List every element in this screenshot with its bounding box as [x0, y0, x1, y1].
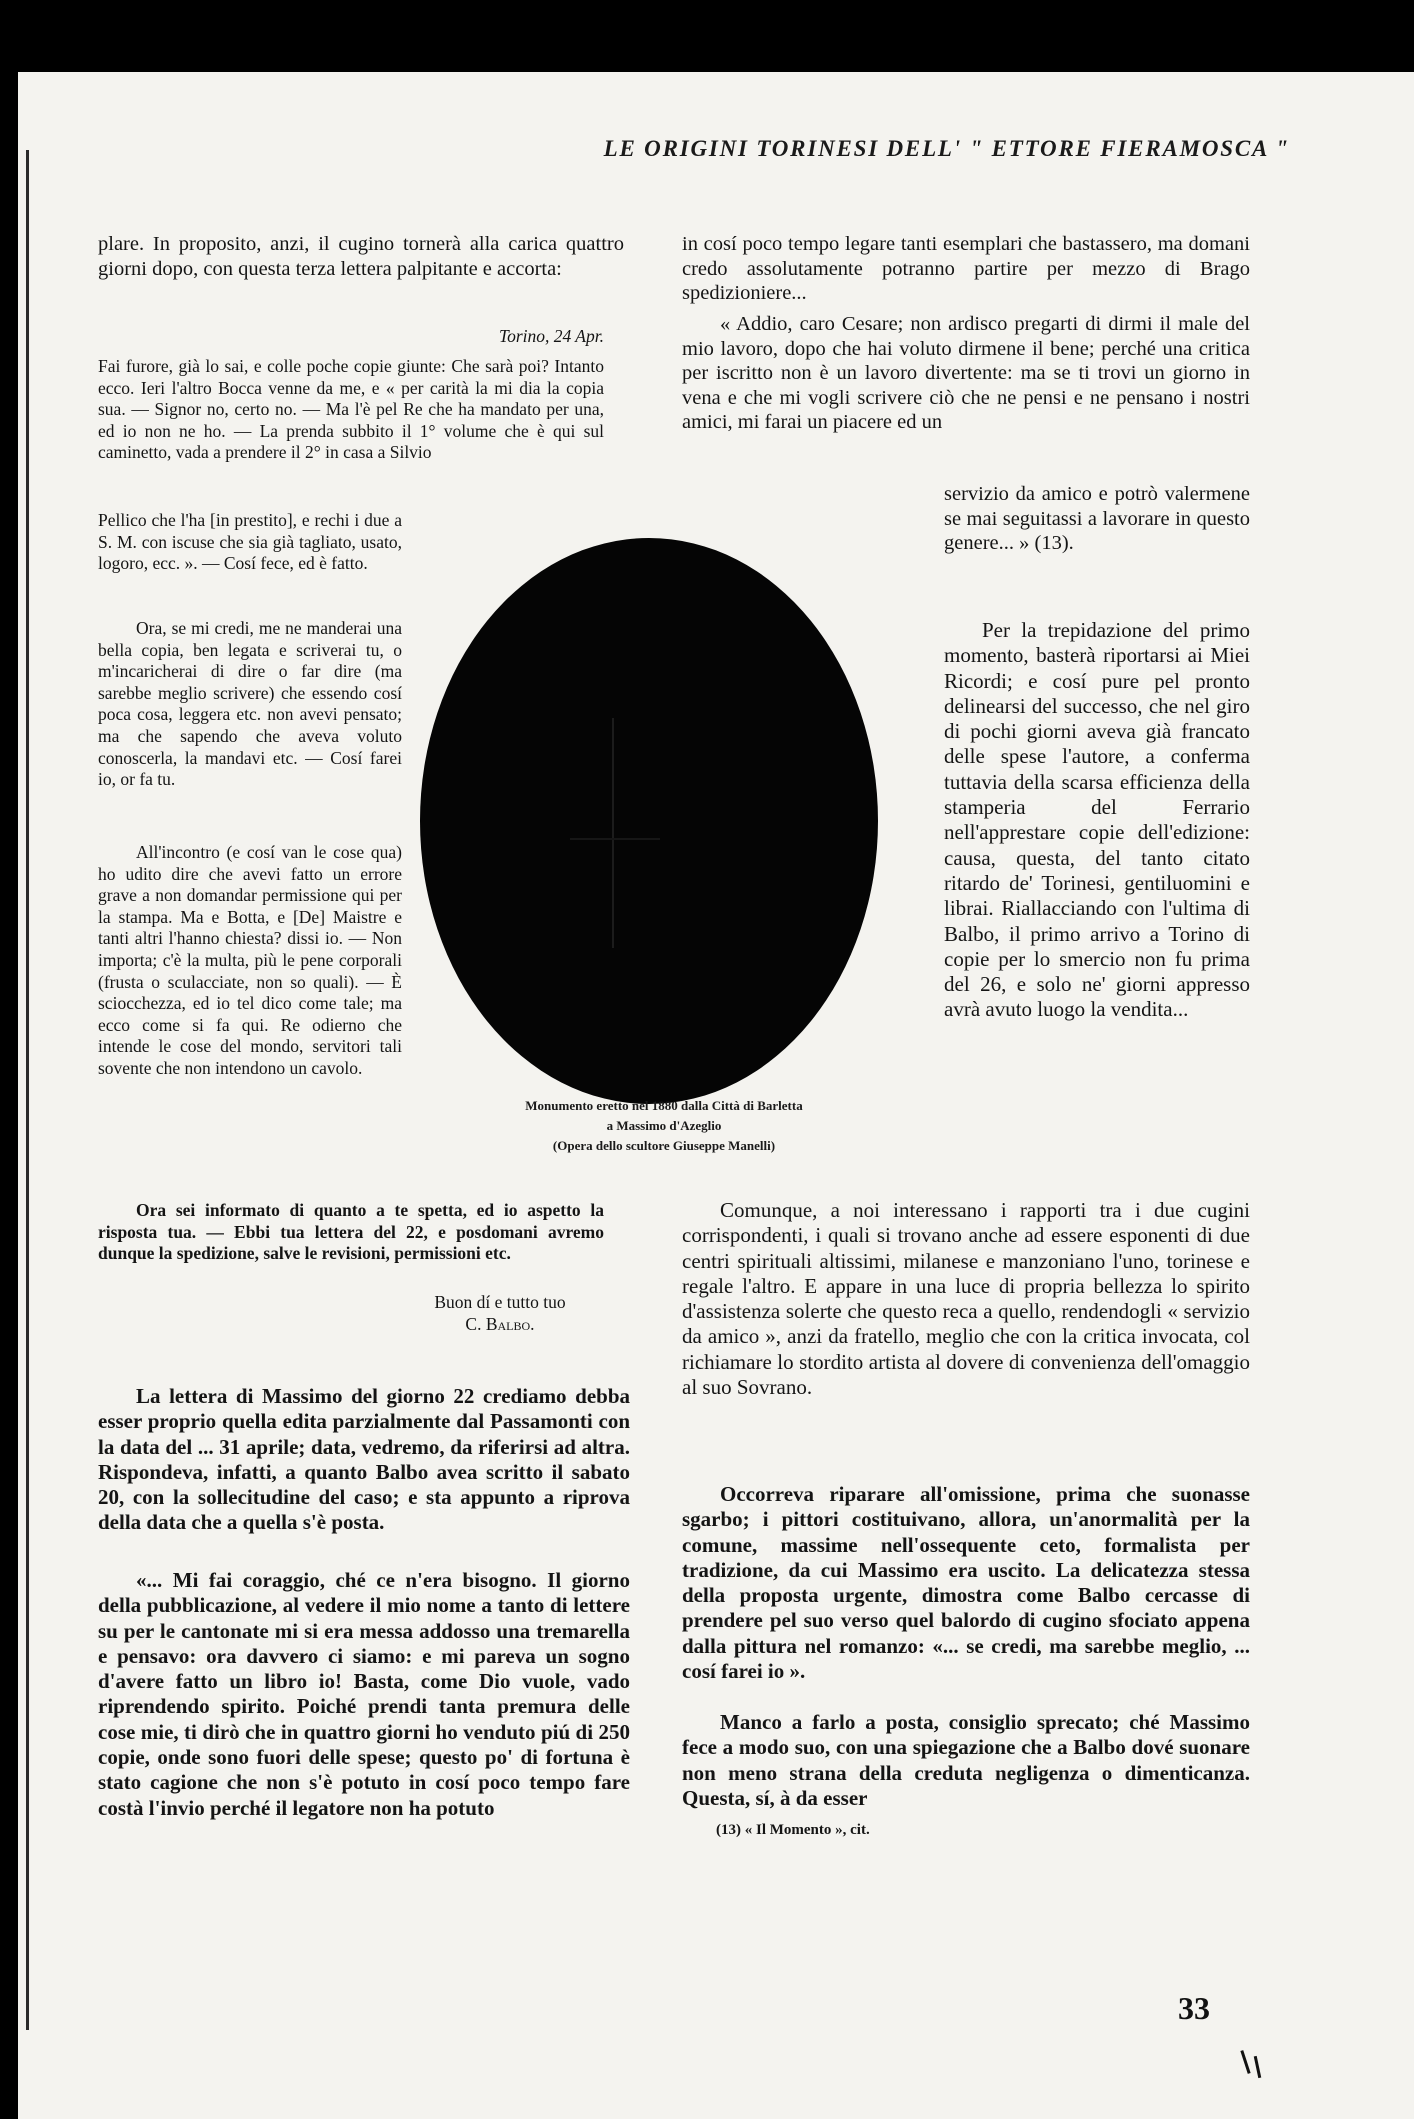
- right-paragraph-5: Occorreva riparare all'omissione, prima che suonasse sgarbo; i pittori costituivano, allora, un'anormalità per la comune, massime nell'ossequente ceto, formalista per tradizione, da cui Massimo era uscito. La delicatezza stessa della proposta urgente, dimostra come Balbo cercasse di prendere pel suo verso quel balordo di cugino sfociato appena dalla pittura nel romanzo: «... se credi, ma sarebbe meglio, ... cosí farei io ».: [682, 1482, 1250, 1684]
- binding-shadow: [26, 150, 29, 2030]
- letter-paragraph-3: All'incontro (e cosí van le cose qua) ho udito dire che avevi fatto un errore grave a non domandar permissione qui per la stampa. Ma e Botta, e [De] Maistre e tanti altri l'hanno chiesta? dissi io. — Non importa; c'è la multa, più le pene corporali (frusta o sculacciate, non so quali). — È sciocchezza, ed io tel dico come tale; ma ecco come si fa qui. Re odierno che intende le cose del mondo, servitori tali sovente che non intendono un cavolo.: [98, 842, 402, 1078]
- right-paragraph-3: Per la trepidazione del primo momento, basterà riportarsi ai Miei Ricordi; e cosí pure pel pronto delinearsi del successo, che nel giro di pochi giorni aveva già francato delle spese l'autore, a conferma tuttavia della scarsa efficienza della stamperia del Ferrario nell'apprestare copie dell'edizione: causa, questa, del tanto citato ritardo de' Torinesi, gentiluomini e librai. Riallacciando con l'ultima di Balbo, il primo arrivo a Torino di copie per lo smercio non fu prima del 26, e solo ne' giorni appresso avrà avuto luogo la vendita...: [944, 618, 1250, 1022]
- monument-crossbar: [570, 838, 660, 840]
- running-header: LE ORIGINI TORINESI DELL' " ETTORE FIERAMOSCA ": [603, 136, 1290, 161]
- figure-caption: [400, 1096, 928, 1156]
- intro-paragraph: plare. In proposito, anzi, il cugino tornerà alla carica quattro giorni dopo, con questa terza lettera palpitante e accorta:: [98, 233, 624, 280]
- body-paragraph-1: La lettera di Massimo del giorno 22 crediamo debba esser proprio quella edita parzialmente dal Passamonti con la data del ... 31 aprile; data, vedremo, da riferirsi ad altra. Rispondeva, infatti, a quanto Balbo avea scritto il sabato 20, con la sollecitudine del caso; e sta appunto a riprova della data che a quella s'è posta.: [98, 1384, 630, 1535]
- letter-signature: C. Balbo.: [465, 1314, 535, 1334]
- caption-line-3: (Opera dello scultore Giuseppe Manelli): [552, 1138, 776, 1153]
- letter-paragraph-1-continued: Pellico che l'ha [in prestito], e rechi i due a S. M. con iscuse che sia già tagliato, usato, logoro, ecc. ». — Cosí fece, ed è fatto.: [98, 510, 402, 574]
- body-paragraph-2: «... Mi fai coraggio, ché ce n'era bisogno. Il giorno della pubblicazione, al vedere il mio nome a tanto di lettere su per le cantonate mi si era messa addosso una tremarella e pensavo: ora davvero ci siamo: e mi pareva un sogno d'avere fatto un libro io! Basta, come Dio vuole, vado riprendendo spirito. Poiché prendi tanta premura delle cose mie, ti dirò che in quattro giorni ho venduto piú di 250 copie, onde sono fuori delle spese; questo po' di fortuna è stato cagione che non s'è potuto in cosí poco tempo fare costà l'invio perché il legatore non ha potuto: [98, 1568, 630, 1820]
- right-paragraph-2-continued: servizio da amico e potrò valermene se mai seguitassi a lavorare in questo genere... » (13).: [944, 483, 1250, 554]
- footnote-13: (13) « Il Momento », cit.: [716, 1822, 870, 1838]
- page-number: 33: [1178, 1990, 1210, 2026]
- letter-paragraph-2: Ora, se mi credi, me ne manderai una bella copia, ben legata e scriverai tu, o m'incaricherai di dire o far dire (ma sarebbe meglio scrivere) che essendo cosí poca cosa, leggera etc. non avevi pensato; ma che sapendo che aveva voluto conoscerla, la mandavi etc. — Cosí farei io, or fa tu.: [98, 618, 402, 790]
- right-paragraph-2: « Addio, caro Cesare; non ardisco pregarti di dirmi il male del mio lavoro, dopo che hai voluto dirmene il bene; perché una critica per iscritto non è un lavoro divertente: ma se ti trovi un giorno in vena e che mi vogli scrivere ciò che ne pensi e ne pensano i nostri amici, mi farai un piacere ed un: [682, 313, 1250, 433]
- dateline: Torino, 24 Apr.: [498, 326, 604, 346]
- caption-line-2: a Massimo d'Azeglio: [606, 1118, 722, 1133]
- right-paragraph-4: Comunque, a noi interessano i rapporti tra i due cugini corrispondenti, i quali si trovano anche ad essere esponenti di due centri spirituali altissimi, milanese e manzoniano l'uno, torinese e regale l'altro. E appare in una luce di propria bellezza lo spirito d'assistenza solerte che questo reca a quello, rendendogli « servizio da amico », anzi da fratello, meglio che con la critica invocata, col richiamare lo stordito artista al dovere di convenienza dell'omaggio al suo Sovrano.: [682, 1198, 1250, 1400]
- right-paragraph-6: Manco a farlo a posta, consiglio sprecato; ché Massimo fece a modo suo, con una spiegazione che a Balbo dové suonare non meno strana della creduta negligenza o dimenticanza. Questa, sí, à da esser: [682, 1710, 1250, 1810]
- monument-column: [612, 718, 614, 948]
- letter-paragraph-1: Fai furore, già lo sai, e colle poche copie giunte: Che sarà poi? Intanto ecco. Ieri l'altro Bocca venne da me, e « per carità la mi dia la copia sua. — Signor no, certo no. — Ma l'è pel Re che ha mandato per una, ed io non ne ho. — La prenda subbito il 1° volume che è qui sul caminetto, vada a prendere il 2° in casa a Silvio: [98, 356, 604, 463]
- right-paragraph-1: in cosí poco tempo legare tanti esemplari che bastassero, ma domani credo assolutamente potranno partire per mezzo di Brago spedizioniere...: [682, 233, 1250, 304]
- monument-photo: [420, 538, 878, 1104]
- caption-line-1: Monumento eretto nel 1880 dalla Città di Barletta: [525, 1098, 803, 1113]
- letter-closing: Buon dí e tutto tuo: [434, 1292, 566, 1312]
- letter-paragraph-4: Ora sei informato di quanto a te spetta, ed io aspetto la risposta tua. — Ebbi tua lettera del 22, e posdomani avremo dunque la spedizione, salve le revisioni, permissioni etc.: [98, 1200, 604, 1264]
